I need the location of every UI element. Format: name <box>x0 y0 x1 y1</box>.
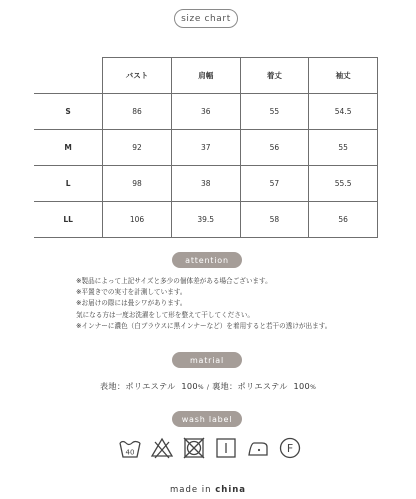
table-row <box>34 130 378 166</box>
lining-material-value: 100 <box>293 381 311 391</box>
material-separator: / <box>206 384 210 391</box>
row-size-label: S <box>34 94 103 130</box>
table-header-row <box>34 58 378 94</box>
note-line: ※製品によって上記サイズと多少の個体差がある場合ございます。 <box>76 277 272 285</box>
dry-clean-mark: F <box>286 442 294 455</box>
table-cell: 55 <box>240 94 309 130</box>
material-text <box>0 381 416 392</box>
wash-label <box>172 411 242 427</box>
wash-temperature: 40 <box>125 448 135 457</box>
table-cell: 36 <box>171 94 240 130</box>
size-table <box>34 57 378 238</box>
note-line: ※お届けの際には畳シワがあります。 <box>76 299 187 308</box>
outer-material-label: 表地：ポリエステル <box>99 381 176 391</box>
line-dry-icon <box>214 436 238 460</box>
made-in-country: china <box>215 485 247 495</box>
size-chart-label-text: size chart <box>181 13 231 24</box>
table-cell: 92 <box>103 130 172 166</box>
attention-label-text: attention <box>185 255 229 265</box>
table-cell: 58 <box>240 202 309 238</box>
table-cell: 37 <box>171 130 240 166</box>
no-bleach-icon <box>150 436 174 460</box>
row-size-label: L <box>34 166 103 202</box>
made-in-label <box>0 485 416 495</box>
table-cell: 56 <box>309 202 378 238</box>
table-cell: 55 <box>309 130 378 166</box>
wash-label-text: wash label <box>181 414 233 424</box>
table-cell: 57 <box>240 166 309 202</box>
note-line: ※インナーに濃色（白ブラウスに黒インナーなど）を着用すると若干の透けが出ます。 <box>76 321 332 330</box>
table-corner-cell <box>34 58 103 94</box>
table-cell: 98 <box>103 166 172 202</box>
size-chart-label <box>174 9 238 28</box>
wash-icons <box>118 434 302 462</box>
iron-low-icon <box>246 436 270 460</box>
table-cell: 55.5 <box>309 166 378 202</box>
column-header-bust: バスト <box>103 58 172 94</box>
percent-unit: % <box>310 384 317 391</box>
table-cell: 86 <box>103 94 172 130</box>
table-row <box>34 94 378 130</box>
percent-unit: % <box>197 384 204 391</box>
wash-40-icon <box>118 436 142 460</box>
table-cell: 106 <box>103 202 172 238</box>
table-row <box>34 166 378 202</box>
note-line: 気になる方は一度お洗濯をして形を整えて干してください。 <box>76 310 255 319</box>
table-cell: 39.5 <box>171 202 240 238</box>
material-label <box>172 352 242 368</box>
attention-label <box>172 252 242 268</box>
no-tumble-dry-icon <box>182 436 206 460</box>
dry-clean-f-icon <box>278 436 302 460</box>
attention-notes <box>76 276 406 332</box>
outer-material-value: 100 <box>181 381 198 391</box>
table-cell: 38 <box>171 166 240 202</box>
row-size-label: M <box>34 130 103 166</box>
table-cell: 56 <box>240 130 309 166</box>
row-size-label: LL <box>34 202 103 238</box>
made-in-prefix: made in <box>169 485 212 495</box>
column-header-sleeve: 袖丈 <box>309 58 378 94</box>
table-cell: 54.5 <box>309 94 378 130</box>
column-header-length: 着丈 <box>240 58 309 94</box>
column-header-shoulder: 肩幅 <box>171 58 240 94</box>
lining-material-label: 裏地：ポリエステル <box>212 381 288 391</box>
material-label-text: matrial <box>189 355 225 365</box>
note-line: ※平置きでの実寸を計測しています。 <box>76 288 187 297</box>
table-row <box>34 202 378 238</box>
